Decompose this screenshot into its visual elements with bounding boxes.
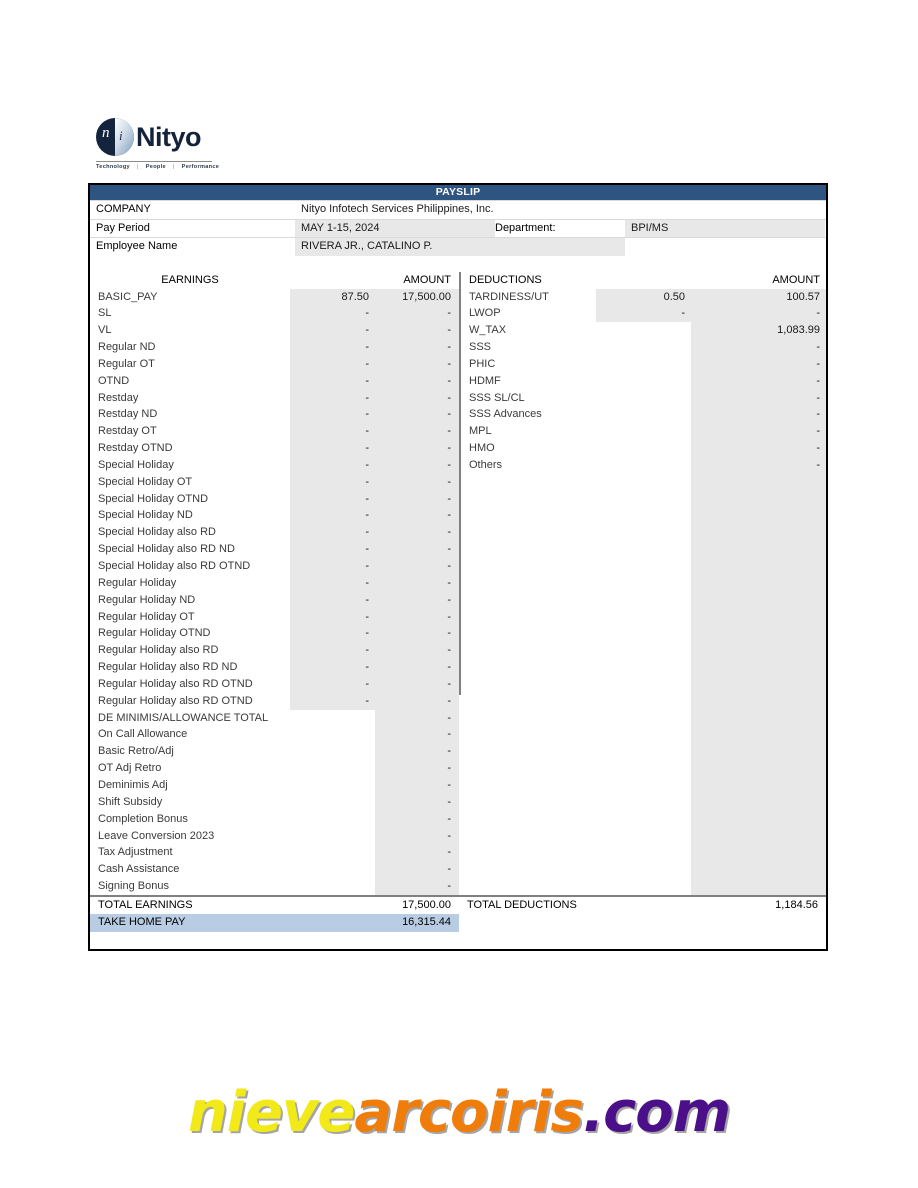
- earnings-amount: -: [447, 408, 451, 421]
- total-deductions-value: 1,184.56: [775, 898, 818, 911]
- department-value: BPI/MS: [625, 220, 825, 238]
- deductions-label: MPL: [469, 425, 492, 438]
- deductions-amount: -: [816, 458, 820, 471]
- earnings-quantity: -: [365, 475, 369, 488]
- earnings-row: [90, 625, 459, 642]
- earnings-row: [90, 289, 459, 306]
- earnings-amount: -: [447, 627, 451, 640]
- earnings-label: OTND: [98, 374, 130, 387]
- earnings-row: [90, 777, 459, 794]
- deductions-label: LWOP: [469, 307, 501, 320]
- logo-glyph-i: i: [119, 128, 123, 143]
- earnings-label: Shift Subsidy: [98, 795, 163, 808]
- earnings-amount: -: [447, 863, 451, 876]
- tagline-separator-2: |: [172, 164, 175, 170]
- deductions-amount: 1,083.99: [777, 324, 820, 337]
- earnings-label: VL: [98, 324, 112, 337]
- total-earnings-group: [90, 897, 459, 915]
- earnings-label: Leave Conversion 2023: [98, 829, 215, 842]
- payslip-body: [90, 289, 826, 895]
- earnings-row: [90, 575, 459, 592]
- earnings-quantity: -: [365, 543, 369, 556]
- earnings-label: Regular Holiday also RD ND: [98, 661, 238, 674]
- total-deductions-label: TOTAL DEDUCTIONS: [467, 898, 577, 911]
- earnings-label: Restday: [98, 391, 139, 404]
- earnings-quantity: [290, 794, 375, 811]
- earnings-row: [90, 491, 459, 508]
- deductions-row: [461, 457, 828, 474]
- earnings-pane: [90, 289, 459, 895]
- earnings-label: Regular Holiday also RD: [98, 644, 219, 657]
- earnings-amount: -: [447, 307, 451, 320]
- deductions-quantity: -: [681, 307, 685, 320]
- deductions-quantity: [596, 440, 691, 457]
- earnings-amount: -: [447, 610, 451, 623]
- earnings-amount: -: [447, 492, 451, 505]
- earnings-label: Tax Adjustment: [98, 846, 173, 859]
- earnings-label: Special Holiday: [98, 458, 174, 471]
- earnings-label: Cash Assistance: [98, 863, 180, 876]
- logo-wordmark: Nityo: [136, 121, 201, 152]
- earnings-amount: -: [447, 475, 451, 488]
- deductions-quantity: [596, 457, 691, 474]
- earnings-amount: -: [447, 661, 451, 674]
- earnings-label: Regular Holiday OTND: [98, 627, 211, 640]
- earnings-amount: -: [447, 677, 451, 690]
- earnings-quantity: 87.50: [341, 290, 369, 303]
- company-row: [90, 200, 826, 219]
- deductions-amount: 100.57: [786, 290, 820, 303]
- earnings-row: [90, 373, 459, 390]
- deductions-header: DEDUCTIONS: [469, 273, 542, 286]
- deductions-label: W_TAX: [469, 324, 507, 337]
- earnings-row: [90, 305, 459, 322]
- earnings-label: Basic Retro/Adj: [98, 745, 174, 758]
- deductions-quantity: [596, 322, 691, 339]
- earnings-amount: -: [447, 442, 451, 455]
- deductions-amount-header: AMOUNT: [772, 273, 820, 286]
- earnings-quantity: -: [365, 357, 369, 370]
- earnings-quantity: [290, 828, 375, 845]
- earnings-row: [90, 339, 459, 356]
- deductions-row: [461, 440, 828, 457]
- earnings-quantity: -: [365, 661, 369, 674]
- earnings-row: [90, 828, 459, 845]
- payslip-document: [88, 183, 828, 951]
- earnings-row: [90, 878, 459, 895]
- deductions-quantity: [596, 339, 691, 356]
- deductions-label: Others: [469, 458, 503, 471]
- earnings-row: [90, 390, 459, 407]
- payslip-title-bar: PAYSLIP: [90, 185, 826, 200]
- earnings-label: On Call Allowance: [98, 728, 188, 741]
- earnings-label: Regular Holiday also RD OTND: [98, 677, 253, 690]
- earnings-quantity: -: [365, 560, 369, 572]
- earnings-amount: -: [447, 458, 451, 471]
- earnings-amount: -: [447, 374, 451, 387]
- employee-name-label: Employee Name: [96, 240, 178, 252]
- earnings-amount: -: [447, 694, 451, 707]
- deductions-amount: -: [816, 425, 820, 438]
- deductions-quantity: [596, 390, 691, 407]
- deductions-label: SSS: [469, 341, 492, 354]
- deductions-label: TARDINESS/UT: [469, 290, 549, 303]
- earnings-quantity: [290, 878, 375, 895]
- earnings-row: [90, 474, 459, 491]
- take-home-pay-value: 16,315.44: [402, 916, 451, 929]
- earnings-amount: -: [447, 812, 451, 825]
- pay-period-row: [90, 219, 826, 238]
- deductions-row: [461, 356, 828, 373]
- earnings-label: Restday OTND: [98, 442, 173, 455]
- divider-tail-mask: [459, 695, 462, 895]
- pay-period-value: MAY 1-15, 2024: [295, 220, 495, 238]
- earnings-row: [90, 844, 459, 861]
- earnings-row: [90, 356, 459, 373]
- tagline-separator-1: |: [136, 164, 139, 170]
- deductions-row: [461, 373, 828, 390]
- earnings-quantity: -: [365, 694, 369, 707]
- earnings-label: OT Adj Retro: [98, 762, 162, 775]
- tagline-performance: Performance: [181, 164, 220, 170]
- total-row-primary: [90, 897, 826, 915]
- earnings-amount: -: [447, 509, 451, 522]
- earnings-label: Special Holiday OT: [98, 475, 193, 488]
- tagline-technology: Technology: [96, 164, 130, 170]
- take-home-pay-row: [90, 914, 826, 932]
- earnings-row: [90, 659, 459, 676]
- deductions-quantity: [596, 423, 691, 440]
- watermark-part-2: arcoiris: [354, 1080, 583, 1145]
- earnings-quantity: -: [365, 576, 369, 589]
- earnings-quantity: -: [365, 458, 369, 471]
- earnings-quantity: -: [365, 677, 369, 690]
- company-label: COMPANY: [96, 203, 151, 215]
- earnings-header-group: [90, 272, 459, 289]
- deductions-amount: -: [816, 374, 820, 387]
- earnings-quantity: [290, 844, 375, 861]
- deductions-amount: -: [816, 391, 820, 404]
- earnings-label: Special Holiday also RD: [98, 526, 216, 539]
- deductions-amount: -: [816, 307, 820, 320]
- pay-period-label: Pay Period: [96, 221, 150, 234]
- earnings-quantity: [290, 861, 375, 878]
- nityo-circle-icon: [96, 118, 134, 156]
- earnings-amount: -: [447, 778, 451, 791]
- employee-name-value: RIVERA JR., CATALINO P.: [295, 238, 625, 256]
- info-spacer: [90, 256, 826, 272]
- earnings-label: Regular Holiday also RD OTND: [98, 694, 253, 707]
- earnings-label: Deminimis Adj: [98, 778, 168, 791]
- logo-gradient-half: [115, 118, 134, 156]
- logo-glyph-n: n: [102, 125, 110, 141]
- take-home-pay-filler: [459, 914, 826, 932]
- deductions-quantity: 0.50: [663, 290, 685, 303]
- earnings-row: [90, 760, 459, 777]
- earnings-row: [90, 710, 459, 727]
- earnings-label: Regular Holiday ND: [98, 593, 196, 606]
- earnings-row: [90, 811, 459, 828]
- site-watermark: [0, 1080, 918, 1145]
- earnings-label: Regular Holiday: [98, 576, 177, 589]
- employee-name-row: [90, 237, 826, 256]
- earnings-quantity: -: [365, 374, 369, 387]
- earnings-quantity: -: [365, 526, 369, 539]
- deductions-row: [461, 289, 828, 306]
- earnings-label: SL: [98, 307, 112, 320]
- earnings-amount: -: [447, 526, 451, 539]
- earnings-quantity: [290, 726, 375, 743]
- deductions-rows: [461, 289, 828, 474]
- earnings-row: [90, 693, 459, 710]
- earnings-quantity: [290, 760, 375, 777]
- logo-tagline: [96, 161, 220, 170]
- deductions-label: PHIC: [469, 357, 496, 370]
- deductions-pane: [459, 289, 828, 895]
- earnings-amount: -: [447, 880, 451, 893]
- earnings-row: [90, 507, 459, 524]
- watermark-part-1: nieve: [187, 1080, 355, 1145]
- earnings-quantity: -: [365, 307, 369, 320]
- earnings-label: Completion Bonus: [98, 812, 188, 825]
- earnings-quantity: -: [365, 593, 369, 606]
- deductions-row: [461, 339, 828, 356]
- deductions-amount: -: [816, 408, 820, 421]
- earnings-amount: -: [447, 425, 451, 438]
- earnings-label: Special Holiday also RD ND: [98, 543, 235, 556]
- earnings-row: [90, 609, 459, 626]
- earnings-amount: -: [447, 711, 451, 724]
- earnings-label: DE MINIMIS/ALLOWANCE TOTAL: [98, 711, 269, 724]
- earnings-row: [90, 743, 459, 760]
- earnings-amount: -: [447, 576, 451, 589]
- earnings-amount: -: [447, 644, 451, 657]
- deductions-quantity: [596, 406, 691, 423]
- earnings-amount: -: [447, 324, 451, 337]
- earnings-amount: -: [447, 745, 451, 758]
- earnings-rows: [90, 289, 459, 895]
- earnings-row: [90, 592, 459, 609]
- earnings-row: [90, 558, 459, 575]
- earnings-quantity: [290, 811, 375, 828]
- earnings-amount: -: [447, 728, 451, 741]
- total-earnings-value: 17,500.00: [402, 898, 451, 911]
- earnings-quantity: -: [365, 324, 369, 337]
- earnings-quantity: -: [365, 610, 369, 623]
- earnings-quantity: -: [365, 442, 369, 455]
- earnings-label: Regular Holiday OT: [98, 610, 195, 623]
- earnings-row: [90, 676, 459, 693]
- tagline-people: People: [145, 164, 166, 170]
- take-home-pay-label: TAKE HOME PAY: [98, 916, 186, 929]
- earnings-amount: -: [447, 762, 451, 775]
- earnings-amount: -: [447, 357, 451, 370]
- earnings-quantity: -: [365, 391, 369, 404]
- earnings-row: [90, 423, 459, 440]
- earnings-quantity: -: [365, 627, 369, 640]
- deductions-amount: -: [816, 442, 820, 455]
- earnings-label: BASIC_PAY: [98, 290, 158, 303]
- earnings-amount: -: [447, 795, 451, 808]
- earnings-label: Restday ND: [98, 408, 158, 421]
- earnings-row: [90, 642, 459, 659]
- earnings-row: [90, 457, 459, 474]
- deductions-quantity: [596, 356, 691, 373]
- earnings-row: [90, 794, 459, 811]
- earnings-amount: -: [447, 543, 451, 556]
- earnings-row: [90, 440, 459, 457]
- earnings-amount: -: [447, 829, 451, 842]
- earnings-label: Special Holiday also RD OTND: [98, 560, 251, 572]
- earnings-amount: 17,500.00: [402, 290, 451, 303]
- earnings-quantity: [290, 743, 375, 760]
- total-deductions-group: [459, 897, 826, 915]
- deductions-label: HDMF: [469, 374, 501, 387]
- deductions-label: SSS SL/CL: [469, 391, 525, 404]
- earnings-quantity: [290, 710, 375, 727]
- deductions-header-group: [459, 272, 828, 289]
- earnings-header: EARNINGS: [161, 273, 219, 286]
- earnings-row: [90, 406, 459, 423]
- earnings-header-spacer: [290, 272, 355, 289]
- earnings-amount: -: [447, 846, 451, 859]
- columns-header: [90, 272, 826, 289]
- deductions-row: [461, 423, 828, 440]
- deductions-quantity: [596, 373, 691, 390]
- earnings-quantity: -: [365, 425, 369, 438]
- earnings-quantity: -: [365, 644, 369, 657]
- deductions-row: [461, 406, 828, 423]
- totals-footer-spacer: [90, 932, 826, 949]
- earnings-row: [90, 524, 459, 541]
- total-earnings-label: TOTAL EARNINGS: [98, 898, 193, 911]
- logo-row: [96, 116, 212, 158]
- deductions-amount: -: [816, 357, 820, 370]
- earnings-label: Regular OT: [98, 357, 155, 370]
- earnings-row: [90, 541, 459, 558]
- deductions-row: [461, 305, 828, 322]
- deductions-header-spacer: [604, 272, 699, 289]
- earnings-amount: -: [447, 593, 451, 606]
- earnings-quantity: -: [365, 408, 369, 421]
- earnings-quantity: [290, 777, 375, 794]
- earnings-amount: -: [447, 341, 451, 354]
- earnings-quantity: -: [365, 509, 369, 522]
- earnings-row: [90, 861, 459, 878]
- earnings-quantity: -: [365, 341, 369, 354]
- deductions-label: HMO: [469, 442, 495, 455]
- earnings-label: Signing Bonus: [98, 880, 169, 893]
- earnings-label: Special Holiday ND: [98, 509, 193, 522]
- company-logo: [96, 116, 220, 170]
- deductions-row: [461, 322, 828, 339]
- deductions-amount: -: [816, 341, 820, 354]
- earnings-row: [90, 322, 459, 339]
- department-label: Department:: [495, 221, 556, 234]
- take-home-pay-group: [90, 914, 459, 932]
- earnings-amount-header: AMOUNT: [403, 273, 451, 286]
- earnings-label: Restday OT: [98, 425, 157, 438]
- deductions-row: [461, 390, 828, 407]
- earnings-label: Special Holiday OTND: [98, 492, 209, 505]
- totals-section: [90, 895, 826, 949]
- watermark-part-3: .com: [582, 1080, 731, 1145]
- earnings-row: [90, 726, 459, 743]
- earnings-quantity: -: [365, 492, 369, 505]
- company-value: Nityo Infotech Services Philippines, Inc.: [301, 203, 494, 215]
- earnings-amount: -: [447, 391, 451, 404]
- earnings-amount: -: [447, 560, 451, 572]
- earnings-label: Regular ND: [98, 341, 156, 354]
- deductions-label: SSS Advances: [469, 408, 542, 421]
